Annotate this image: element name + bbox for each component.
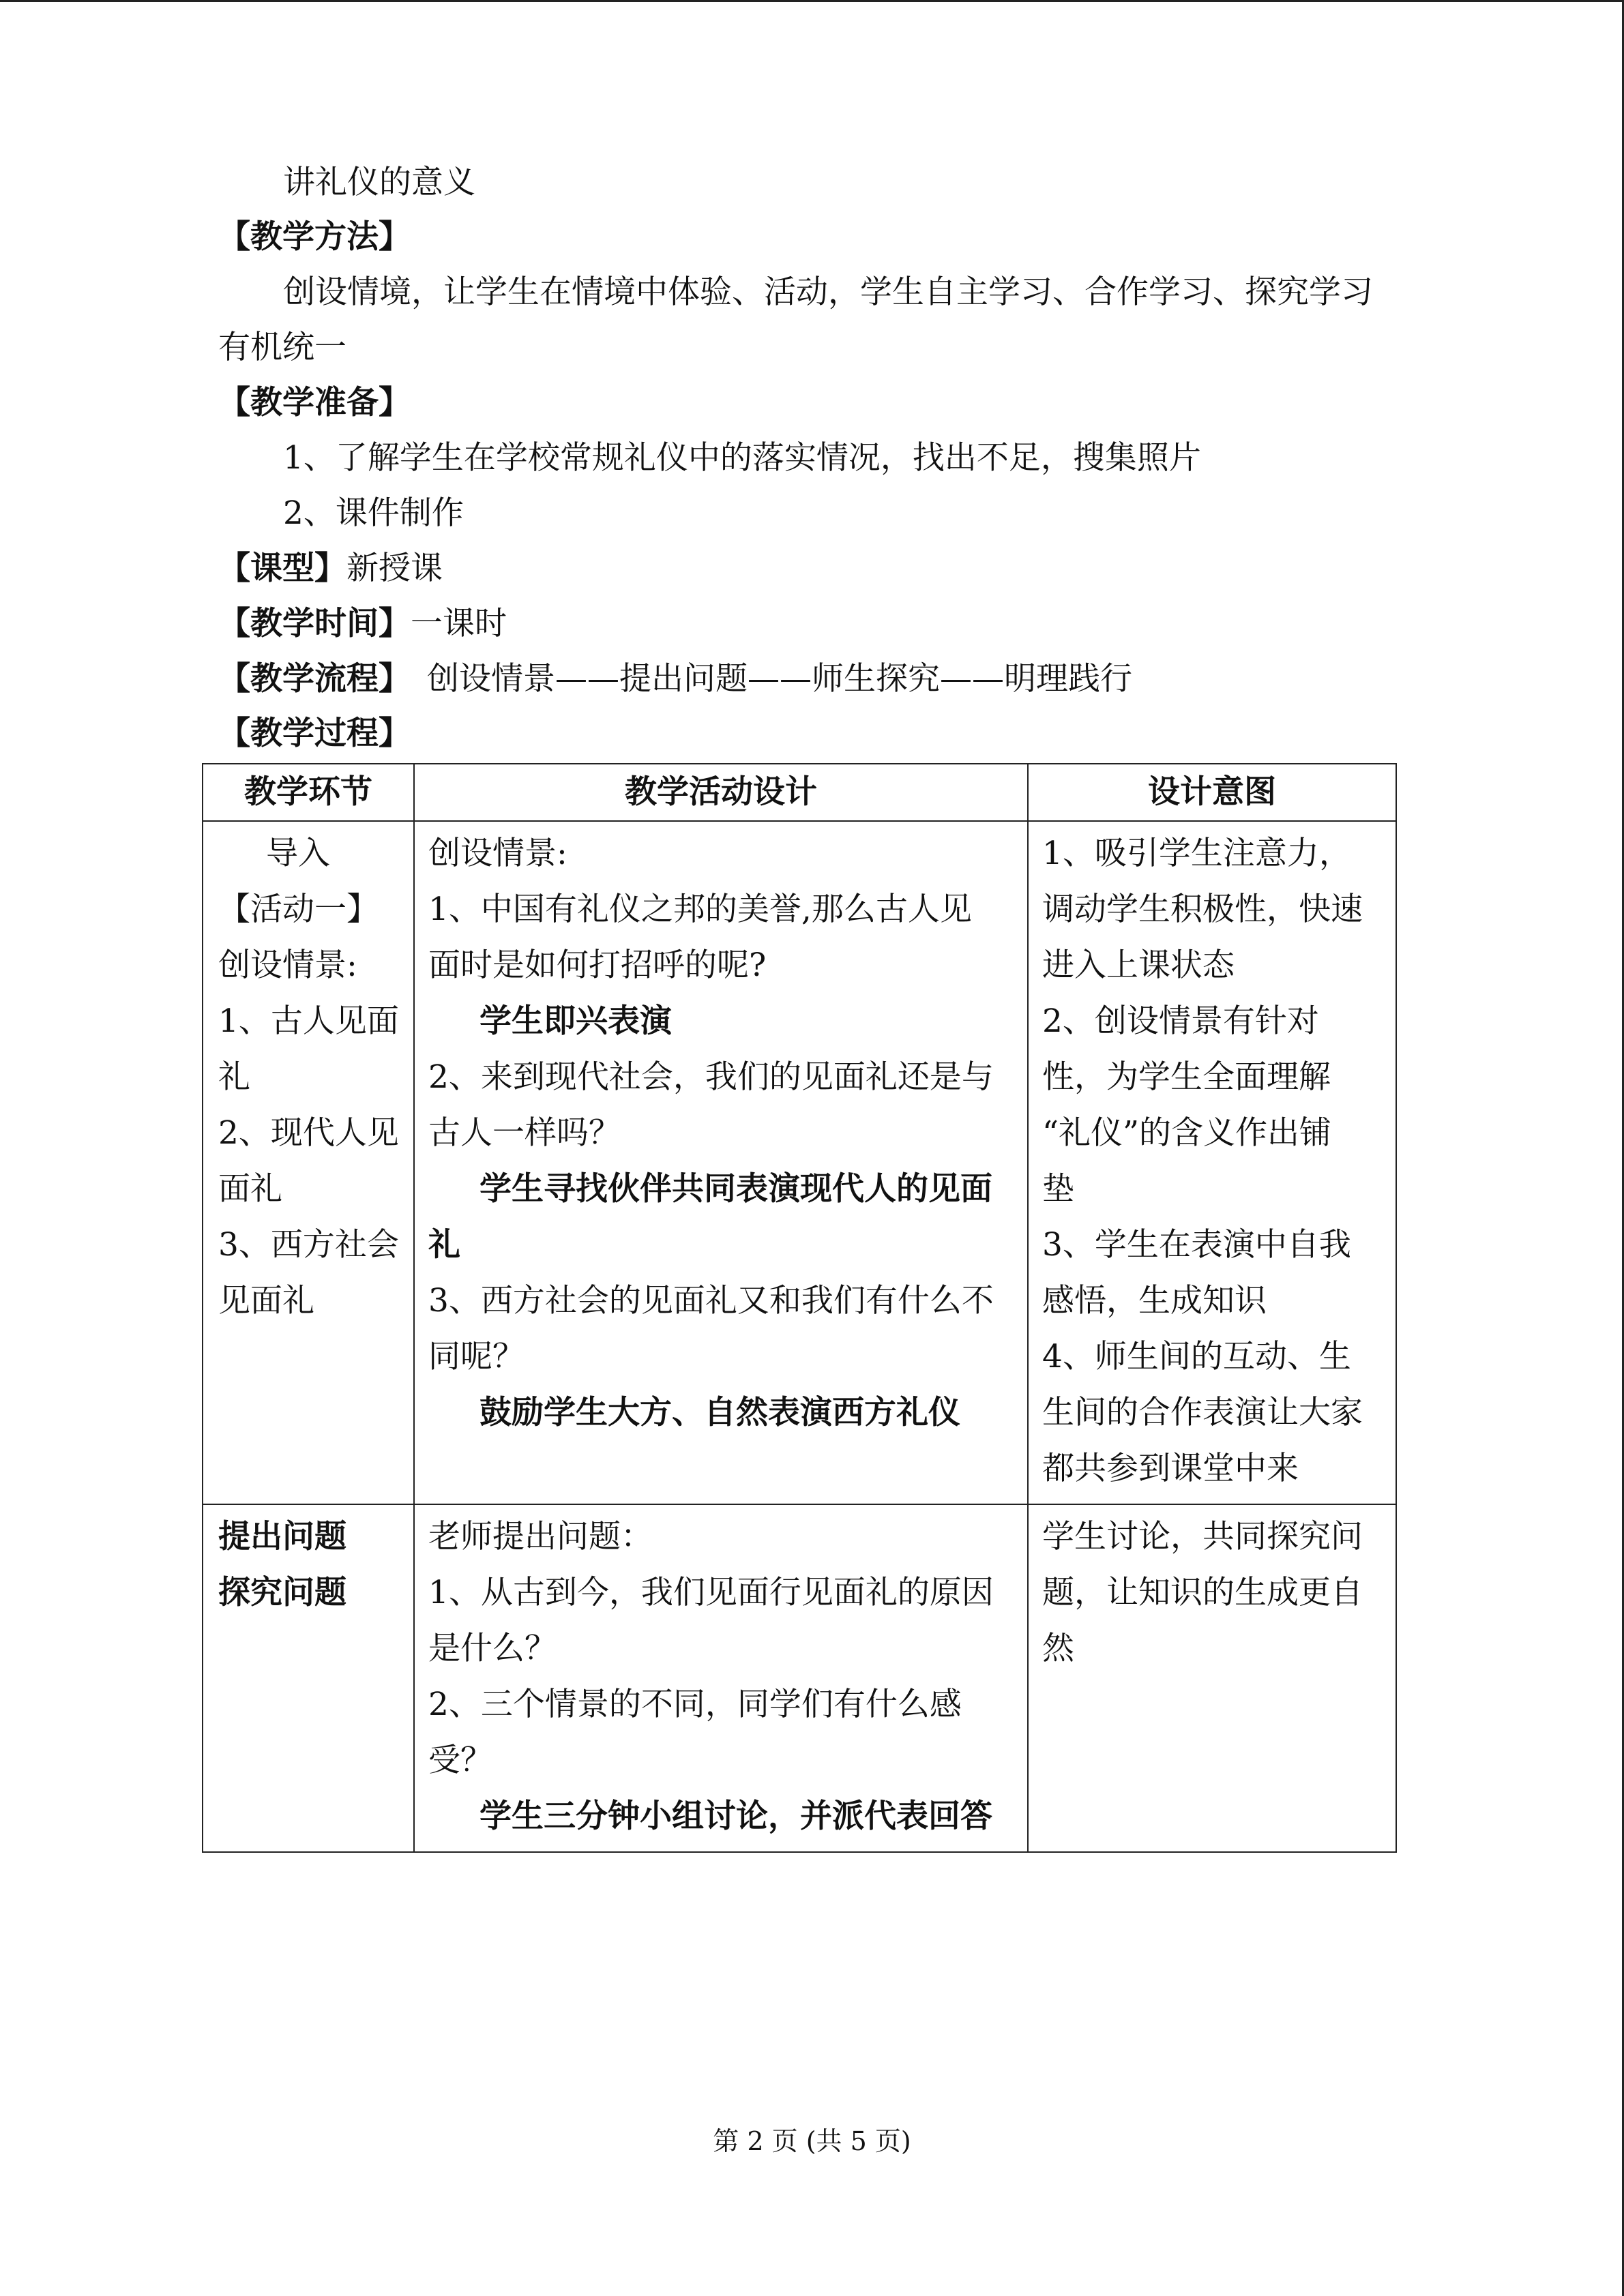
cell-line: 提出问题 [218, 1518, 346, 1555]
cell-line: 礼 [428, 1226, 460, 1264]
cell-line: 学生三分钟小组讨论，并派代表回答 [479, 1798, 992, 1835]
cell-line: 1、从古到今，我们见面行见面礼的原因 [428, 1574, 994, 1611]
process-heading: 【教学过程】 [218, 715, 411, 752]
lesson-type [218, 548, 443, 589]
cell-line: 见面礼 [218, 1282, 314, 1320]
cell-line: 同呢？ [428, 1338, 525, 1375]
cell-line: 老师提出问题： [428, 1518, 653, 1555]
cell-line: 面礼 [218, 1170, 282, 1208]
row1-intent-cell [1028, 821, 1396, 1504]
method-heading: 【教学方法】 [218, 218, 411, 256]
table-row [203, 1504, 1396, 1852]
cell-line: 2、创设情景有针对 [1042, 1002, 1319, 1040]
cell-line: 学生即兴表演 [479, 1002, 672, 1040]
row1-activity-cell [414, 821, 1028, 1504]
header-activity: 教学活动设计 [414, 764, 1028, 821]
prep-item-1: 1、了解学生在学校常规礼仪中的落实情况，找出不足，搜集照片 [283, 439, 1201, 477]
cell-line: 受？ [428, 1742, 492, 1779]
intro-line: 讲礼仪的意义 [283, 164, 475, 201]
cell-line: 学生寻找伙伴共同表演现代人的见面 [479, 1170, 992, 1208]
flow-value: 创设情景——提出问题——师生探究——明理践行 [427, 660, 1132, 698]
cell-line: 是什么？ [428, 1630, 557, 1667]
lesson-process-table [202, 763, 1397, 1853]
cell-line: 3、西方社会 [218, 1226, 399, 1264]
cell-line: 2、来到现代社会，我们的见面礼还是与 [428, 1058, 994, 1096]
cell-line: 面时是如何打招呼的呢? [428, 946, 767, 984]
cell-line: 感悟，生成知识 [1042, 1282, 1267, 1320]
cell-line: 创设情景: [428, 835, 567, 872]
cell-line: 2、现代人见 [218, 1114, 399, 1152]
method-text-line2: 有机统一 [218, 329, 346, 366]
header-stage: 教学环节 [203, 764, 414, 821]
cell-line: 创设情景: [218, 946, 357, 984]
cell-line: 题，让知识的生成更自 [1042, 1574, 1363, 1611]
cell-line: 3、西方社会的见面礼又和我们有什么不 [428, 1282, 994, 1320]
type-heading: 【课型】 [218, 550, 346, 587]
cell-line: 进入上课状态 [1042, 946, 1235, 984]
cell-line: 古人一样吗？ [428, 1114, 621, 1152]
cell-line: 礼 [218, 1058, 250, 1096]
table-header-row [203, 764, 1396, 821]
prep-heading: 【教学准备】 [218, 384, 411, 421]
cell-line: 垫 [1042, 1170, 1074, 1208]
time-value: 一课时 [411, 605, 507, 642]
lesson-time [218, 603, 507, 644]
cell-line: 【活动一】 [218, 891, 379, 928]
table-row [203, 821, 1396, 1504]
lesson-flow [218, 659, 1132, 700]
cell-line: 4、师生间的互动、生 [1042, 1338, 1351, 1375]
cell-line: 鼓励学生大方、自然表演西方礼仪 [479, 1394, 960, 1431]
cell-line: 然 [1042, 1630, 1074, 1667]
time-heading: 【教学时间】 [218, 605, 411, 642]
cell-line: 2、三个情景的不同，同学们有什么感 [428, 1686, 962, 1723]
page-border-top [0, 0, 1624, 2]
prep-item-2: 2、课件制作 [283, 494, 464, 532]
row1-stage-cell [203, 821, 414, 1504]
page-footer: 第 2 页 (共 5 页) [713, 2126, 911, 2156]
cell-line: 导入 [266, 835, 330, 872]
header-intent: 设计意图 [1028, 764, 1396, 821]
cell-line: 1、古人见面 [218, 1002, 399, 1040]
cell-line: 生间的合作表演让大家 [1042, 1394, 1363, 1431]
row2-activity-cell [414, 1504, 1028, 1852]
cell-line: 都共参到课堂中来 [1042, 1450, 1299, 1487]
cell-line: 1、中国有礼仪之邦的美誉,那么古人见 [428, 891, 972, 928]
row2-stage-cell [203, 1504, 414, 1852]
flow-heading: 【教学流程】 [218, 660, 411, 698]
cell-line: 探究问题 [218, 1574, 346, 1611]
cell-line: 3、学生在表演中自我 [1042, 1226, 1351, 1264]
row2-intent-cell [1028, 1504, 1396, 1852]
type-value: 新授课 [346, 550, 443, 587]
cell-line: 性，为学生全面理解 [1042, 1058, 1331, 1096]
cell-line: 学生讨论，共同探究问 [1042, 1518, 1363, 1555]
method-text-line1: 创设情境，让学生在情境中体验、活动，学生自主学习、合作学习、探究学习 [283, 273, 1373, 311]
cell-line: “礼仪”的含义作出铺 [1042, 1114, 1332, 1152]
cell-line: 调动学生积极性，快速 [1042, 891, 1363, 928]
cell-line: 1、吸引学生注意力， [1042, 835, 1351, 872]
